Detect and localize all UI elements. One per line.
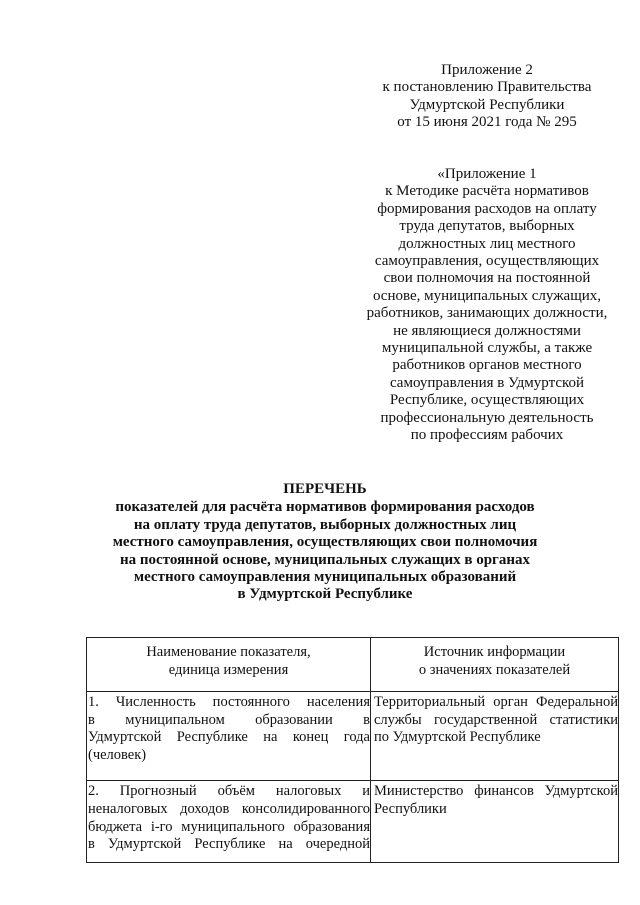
indicators-table (86, 637, 619, 863)
indicator-line: 1. Численность постоянного населения (88, 694, 370, 710)
appendix-1-line: работников, занимающих должности, (366, 305, 608, 322)
appendix-1-line: «Приложение 1 (437, 166, 537, 182)
header-source-line: Источник информации (423, 644, 566, 660)
indicator-cell (87, 781, 371, 863)
header-source (371, 638, 619, 692)
indicator-line: неналоговых доходов консолидированного (88, 800, 370, 817)
indicator-line: 2. Прогнозный объём налоговых и (88, 783, 370, 800)
appendix-1-line: не являющиеся должностями (393, 322, 581, 339)
indicator-line: Удмуртской Республике на конец года (88, 729, 370, 746)
appendix-1-header (346, 166, 628, 445)
appendix-1-line: должностных лиц местного (398, 235, 576, 252)
appendix-1-line: свои полномочия на постоянной (383, 270, 591, 287)
source-line: Республики (374, 800, 447, 817)
indicator-line: (человек) (88, 746, 147, 763)
appendix-1-line: муниципальной службы, а также (381, 340, 593, 357)
header-source-line: о значениях показателей (418, 661, 571, 678)
document-title (60, 481, 590, 604)
source-line: Министерство финансов Удмуртской (374, 783, 618, 800)
source-cell (371, 781, 619, 863)
appendix-1-line: самоуправления, осуществляющих (374, 253, 600, 270)
source-cell (371, 692, 619, 781)
appendix-2-line: Удмуртской Республики (409, 96, 565, 113)
appendix-1-line: самоуправления в Удмуртской (389, 374, 585, 391)
appendix-2-line: к постановлению Правительства (382, 79, 592, 96)
indicator-line: в Удмуртской Республике на очередной (88, 836, 370, 853)
title-line: местного самоуправления, осуществляющих свои полномочия (112, 534, 538, 551)
appendix-1-line: по профессиям рабочих (410, 427, 564, 444)
table-row (87, 692, 619, 781)
header-indicator-line: единица измерения (168, 661, 289, 678)
appendix-1-line: формирования расходов на оплату (377, 200, 597, 217)
indicator-line: в муниципальном образовании в (88, 711, 370, 728)
appendix-1-line: труда депутатов, выборных (399, 218, 575, 235)
header-indicator (87, 638, 371, 692)
indicator-cell (87, 692, 371, 781)
appendix-1-line: профессиональную деятельность (380, 409, 594, 426)
indicator-line: бюджета i-го муниципального образования (88, 818, 370, 835)
appendix-1-line: основе, муниципальных служащих, (372, 287, 602, 304)
source-line: по Удмуртской Республике (374, 729, 541, 746)
source-line: Территориальный орган Федеральной (374, 694, 618, 710)
table-header-row (87, 638, 619, 692)
title-line: на оплату труда депутатов, выборных должностных лиц (133, 516, 517, 533)
appendix-2-line: от 15 июня 2021 года № 295 (397, 114, 577, 131)
title-main: ПЕРЕЧЕНЬ (283, 481, 367, 497)
source-line: службы государственной статистики (374, 711, 618, 728)
appendix-1-line: к Методике расчёта нормативов (385, 183, 589, 200)
table-row (87, 781, 619, 863)
title-line: на постоянной основе, муниципальных служащих в органах (119, 551, 531, 568)
title-line: показателей для расчёта нормативов формирования расходов (115, 499, 535, 516)
appendix-1-line: работников органов местного (392, 357, 582, 374)
title-line: местного самоуправления муниципальных образований (133, 569, 517, 586)
title-line: в Удмуртской Республике (237, 586, 413, 603)
appendix-1-line: Республике, осуществляющих (389, 392, 585, 409)
appendix-2-line: Приложение 2 (441, 62, 533, 78)
appendix-2-header (346, 62, 628, 132)
header-indicator-line: Наименование показателя, (146, 644, 311, 660)
